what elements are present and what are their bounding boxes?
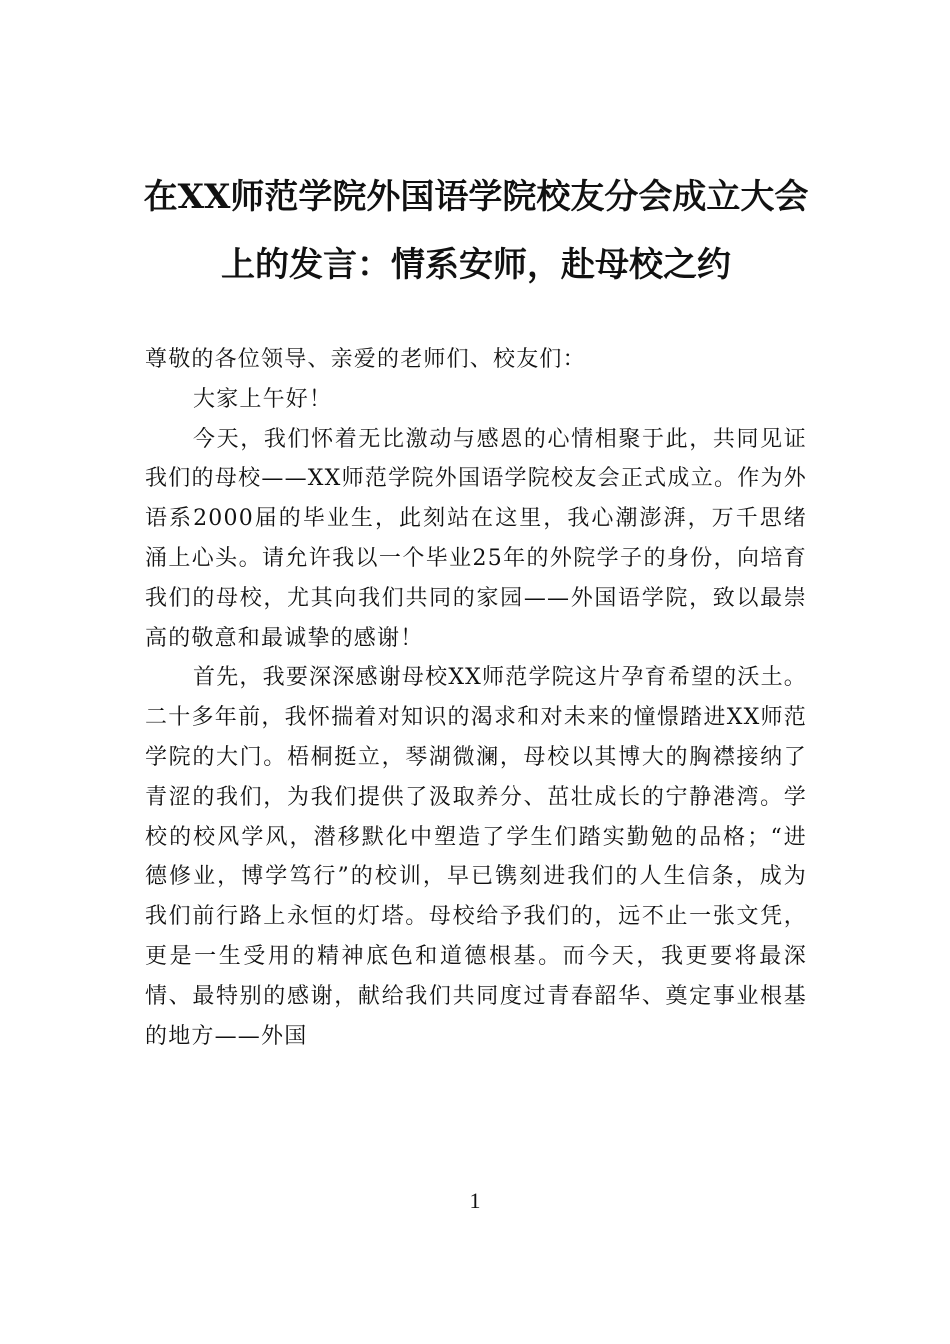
paragraph-gratitude: 首先，我要深深感谢母校XX师范学院这片孕育希望的沃土。二十多年前，我怀揣着对知识的渴求和对未来的憧憬踏进XX师范学院的大门。梧桐挺立，琴湖微澜，母校以其博大的胸襟接纳了青涩的我们，为我们提供了汲取养分、茁壮成长的宁静港湾。学校的校风学风，潜移默化中塑造了学生们踏实勤勉的品格；“进德修业，博学笃行”的校训，早已镌刻进我们的人生信条，成为我们前行路上永恒的灯塔。母校给予我们的，远不止一张文凭，更是一生受用的精神底色和道德根基。而今天，我更要将最深情、最特别的感谢，献给我们共同度过青春韶华、奠定事业根基的地方——外国 (145, 665, 807, 1049)
salutation: 尊敬的各位领导、亲爱的老师们、校友们： (145, 347, 586, 372)
paragraph-opening: 今天，我们怀着无比激动与感恩的心情相聚于此，共同见证我们的母校——XX师范学院外国语学院校友会正式成立。作为外语系2000届的毕业生，此刻站在这里，我心潮澎湃，万千思绪涌上心头。请允许我以一个毕业25年的外院学子的身份，向培育我们的母校，尤其向我们共同的家园——外国语学院，致以最崇高的敬意和最诚挚的感谢！ (145, 426, 807, 651)
document-title: 在XX师范学院外国语学院校友分会成立大会上的发言：情系安师，赴母校之约 (143, 177, 809, 285)
paragraph-greeting: 大家上午好！ (193, 386, 333, 412)
page-number: 1 (469, 1188, 481, 1213)
document-body (145, 340, 807, 1056)
